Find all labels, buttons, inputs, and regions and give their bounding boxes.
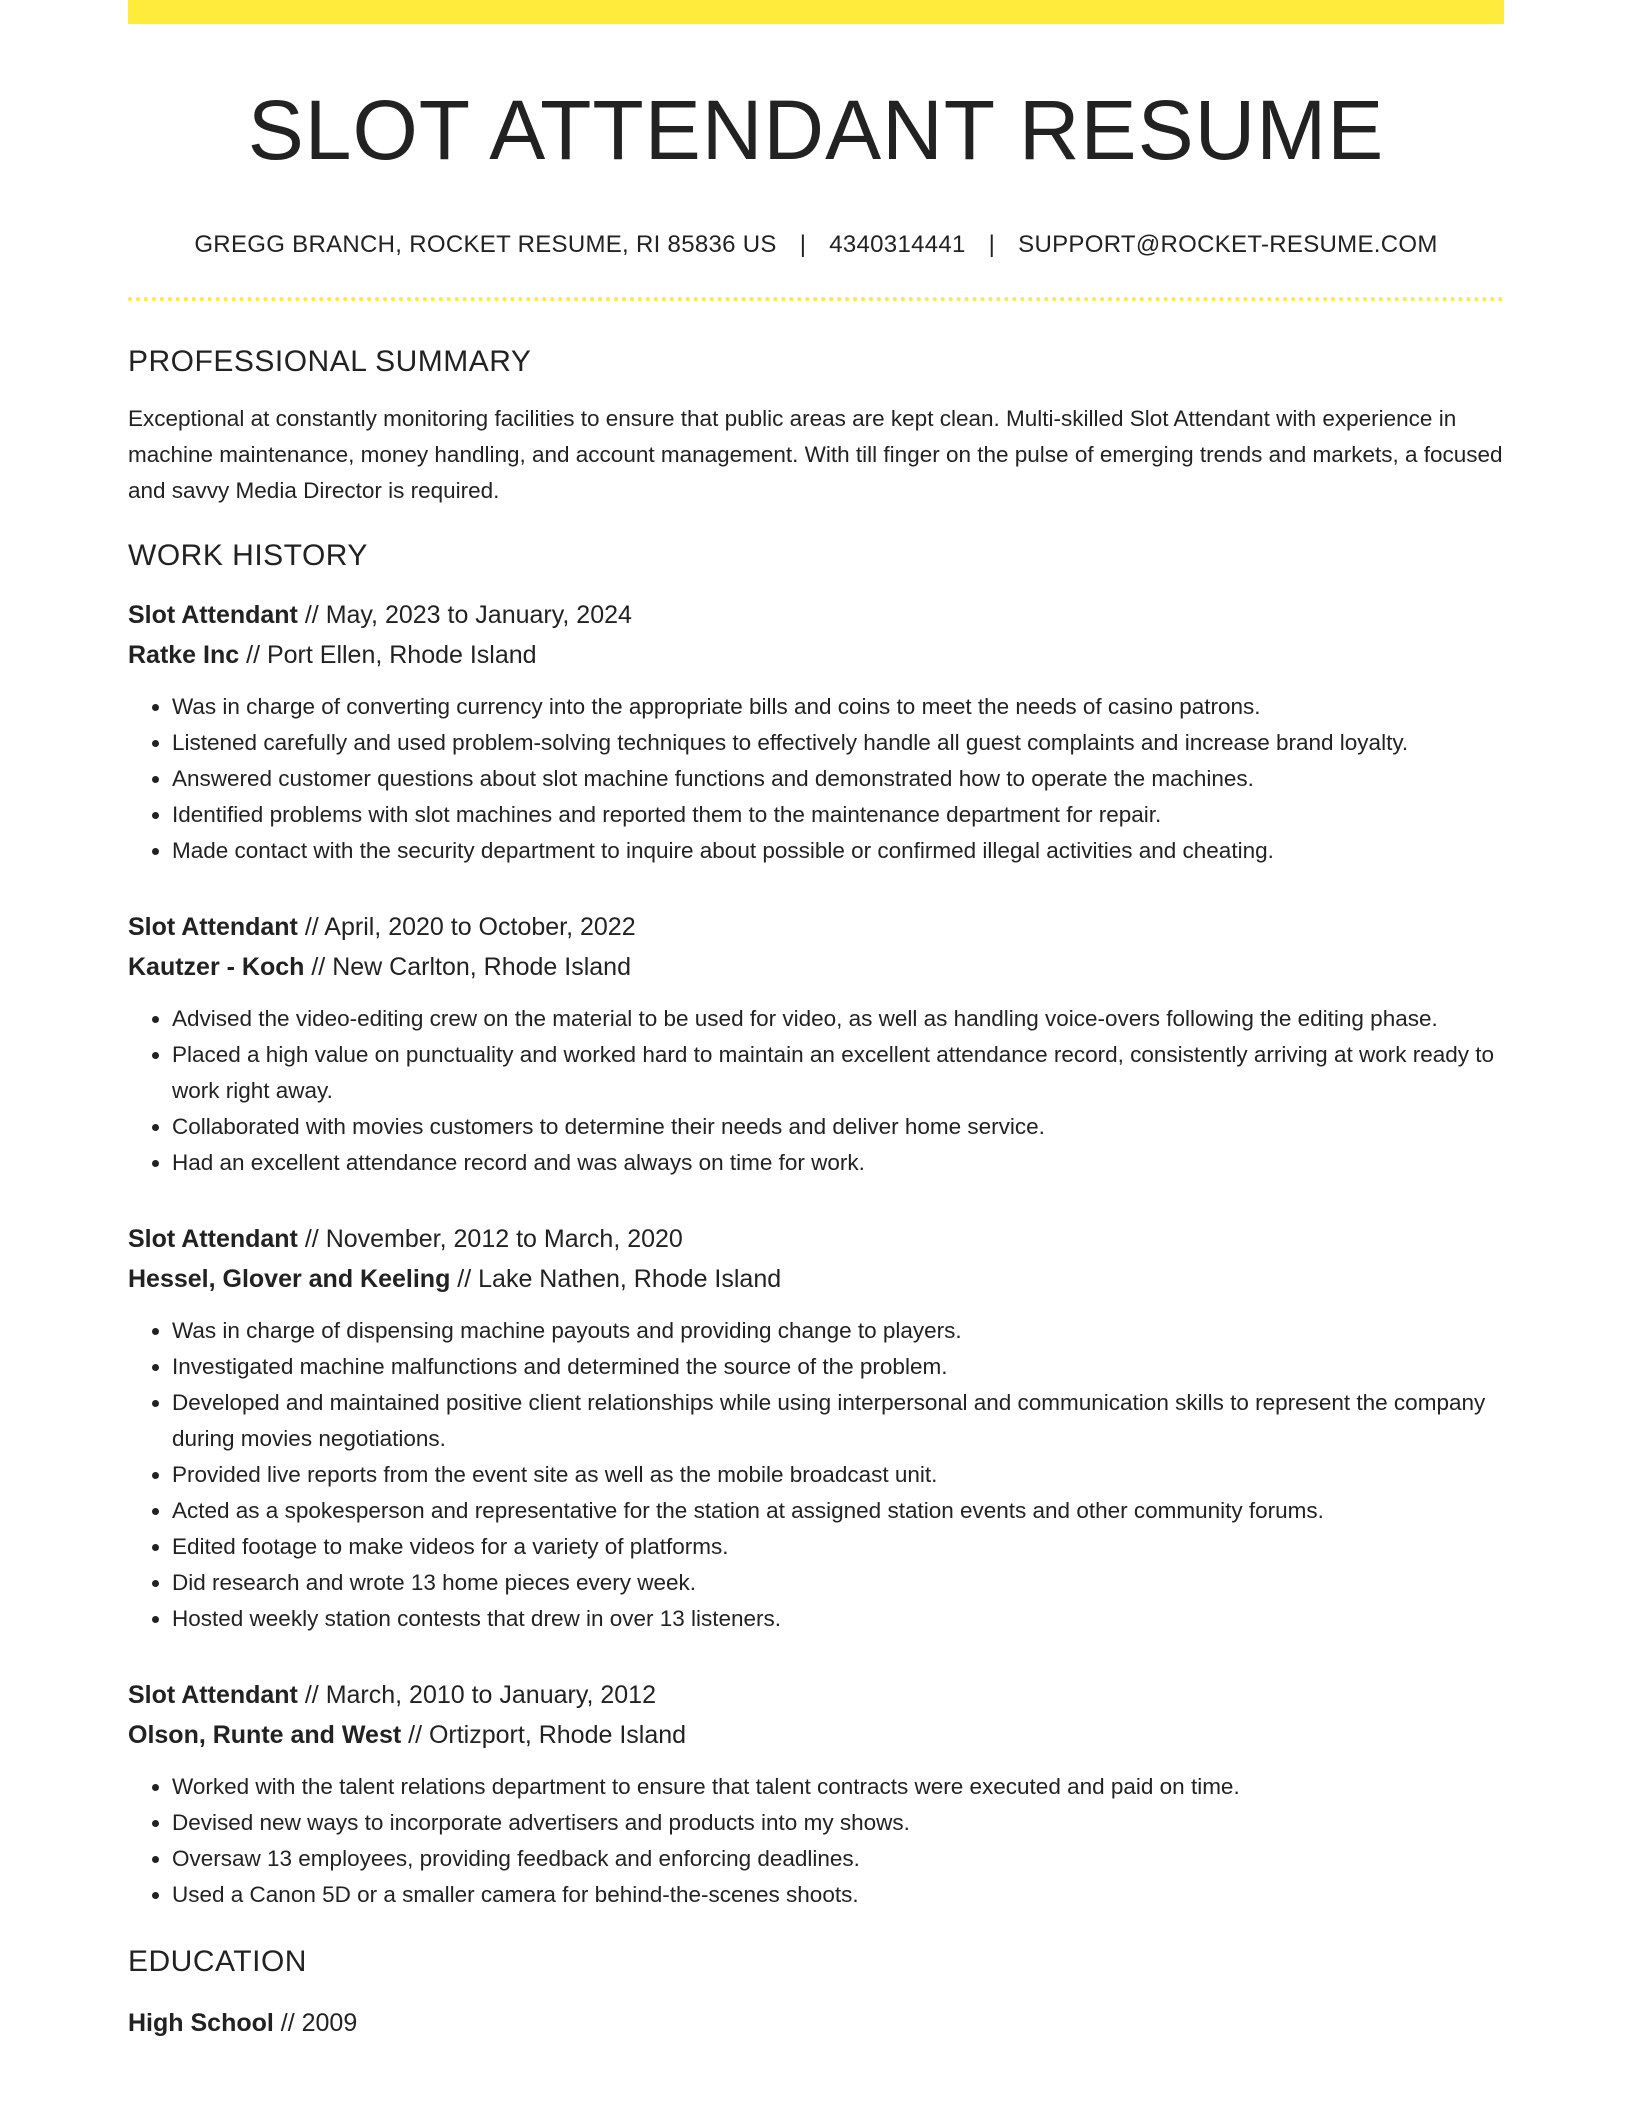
education-year: 2009 <box>301 2008 358 2037</box>
contact-email: SUPPORT@ROCKET-RESUME.COM <box>1018 230 1438 258</box>
job-separator: // <box>239 640 267 669</box>
job-bullet: • Developed and maintained positive client relationships while using interpersonal and communication skills to represent the company during movies negotiations. <box>172 1385 1504 1457</box>
job-location: New Carlton, Rhode Island <box>332 952 631 981</box>
job-company-line <box>128 1259 1504 1299</box>
job-bullet: • Devised new ways to incorporate advertisers and products into my shows. <box>172 1805 1504 1841</box>
job-separator: // <box>297 912 325 941</box>
job-bullets <box>128 1001 1504 1181</box>
work-history-list <box>128 595 1504 1913</box>
job-dates: May, 2023 to January, 2024 <box>325 600 632 629</box>
job-bullet: • Worked with the talent relations department to ensure that talent contracts were executed and paid on time. <box>172 1769 1504 1805</box>
contact-phone: 4340314441 <box>829 230 966 258</box>
job-title: Slot Attendant <box>128 1680 298 1709</box>
job-bullet: • Was in charge of dispensing machine payouts and providing change to players. <box>172 1313 1504 1349</box>
job-entry <box>128 1219 1504 1637</box>
job-separator: // <box>304 952 333 981</box>
education-separator: // <box>273 2008 302 2037</box>
summary-text: Exceptional at constantly monitoring facilities to ensure that public areas are kept clean. Multi-skilled Slot Attendant with experience in machine maintenance, money handling, and account management. With till finger on the pulse of emerging trends and markets, a focused and savvy Media Director is required. <box>128 405 1503 503</box>
job-separator: // <box>297 1680 326 1709</box>
job-bullets <box>128 689 1504 869</box>
job-company: Hessel, Glover and Keeling <box>128 1264 451 1293</box>
job-bullet: • Had an excellent attendance record and was always on time for work. <box>172 1145 1504 1181</box>
job-location: Ortizport, Rhode Island <box>428 1720 687 1749</box>
job-bullet: • Investigated machine malfunctions and determined the source of the problem. <box>172 1349 1504 1385</box>
education-entry <box>128 2003 1504 2043</box>
contact-address: GREGG BRANCH, ROCKET RESUME, RI 85836 US <box>194 230 777 258</box>
job-title-line <box>128 1219 1504 1259</box>
job-bullet: • Identified problems with slot machines and reported them to the maintenance department for repair. <box>172 797 1504 833</box>
job-bullets <box>128 1769 1504 1913</box>
job-title: Slot Attendant <box>128 1224 298 1253</box>
job-company-line <box>128 635 1504 675</box>
contact-separator: | <box>799 230 807 258</box>
job-bullets <box>128 1313 1504 1637</box>
job-separator: // <box>401 1720 429 1749</box>
job-company: Ratke Inc <box>128 640 240 669</box>
job-dates: April, 2020 to October, 2022 <box>324 912 636 941</box>
job-bullet: • Made contact with the security department to inquire about possible or confirmed illegal activities and cheating. <box>172 833 1504 869</box>
contact-separator: | <box>988 230 996 258</box>
job-bullet: • Answered customer questions about slot machine functions and demonstrated how to operate the machines. <box>172 761 1504 797</box>
job-bullet: • Did research and wrote 13 home pieces every week. <box>172 1565 1504 1601</box>
job-bullet: • Used a Canon 5D or a smaller camera for behind-the-scenes shoots. <box>172 1877 1504 1913</box>
job-company: Kautzer - Koch <box>128 952 305 981</box>
job-bullet: • Was in charge of converting currency into the appropriate bills and coins to meet the needs of casino patrons. <box>172 689 1504 725</box>
job-bullet: • Collaborated with movies customers to determine their needs and deliver home service. <box>172 1109 1504 1145</box>
education-heading: EDUCATION <box>128 1944 307 1978</box>
accent-top-bar <box>128 0 1504 24</box>
job-dates: November, 2012 to March, 2020 <box>325 1224 683 1253</box>
job-title: Slot Attendant <box>128 912 298 941</box>
job-bullet: • Advised the video-editing crew on the material to be used for video, as well as handling voice-overs following the editing phase. <box>172 1001 1504 1037</box>
job-separator: // <box>297 1224 326 1253</box>
resume-page <box>128 0 1504 2043</box>
job-dates: March, 2010 to January, 2012 <box>325 1680 656 1709</box>
job-bullet: • Hosted weekly station contests that drew in over 13 listeners. <box>172 1601 1504 1637</box>
contact-line <box>128 231 1504 259</box>
job-separator: // <box>450 1264 479 1293</box>
summary-heading: PROFESSIONAL SUMMARY <box>128 344 532 378</box>
job-entry <box>128 595 1504 869</box>
job-bullet: • Edited footage to make videos for a variety of platforms. <box>172 1529 1504 1565</box>
job-bullet: • Listened carefully and used problem-solving techniques to effectively handle all guest complaints and increase brand loyalty. <box>172 725 1504 761</box>
job-bullet: • Provided live reports from the event site as well as the mobile broadcast unit. <box>172 1457 1504 1493</box>
job-company-line <box>128 947 1504 987</box>
job-location: Port Ellen, Rhode Island <box>266 640 537 669</box>
work-history-heading: WORK HISTORY <box>128 538 368 572</box>
job-bullet: • Oversaw 13 employees, providing feedback and enforcing deadlines. <box>172 1841 1504 1877</box>
job-title-line <box>128 595 1504 635</box>
job-separator: // <box>297 600 326 629</box>
job-title-line <box>128 1675 1504 1715</box>
resume-title: SLOT ATTENDANT RESUME <box>247 83 1385 177</box>
job-title: Slot Attendant <box>128 600 298 629</box>
job-company: Olson, Runte and West <box>128 1720 402 1749</box>
education-school: High School <box>128 2008 274 2037</box>
job-entry <box>128 1675 1504 1913</box>
job-company-line <box>128 1715 1504 1755</box>
job-location: Lake Nathen, Rhode Island <box>478 1264 782 1293</box>
dotted-divider <box>128 297 1504 301</box>
job-entry <box>128 907 1504 1181</box>
job-bullet: • Placed a high value on punctuality and worked hard to maintain an excellent attendance record, consistently arriving at work ready to work right away. <box>172 1037 1504 1109</box>
job-bullet: • Acted as a spokesperson and representative for the station at assigned station events and other community forums. <box>172 1493 1504 1529</box>
job-title-line <box>128 907 1504 947</box>
